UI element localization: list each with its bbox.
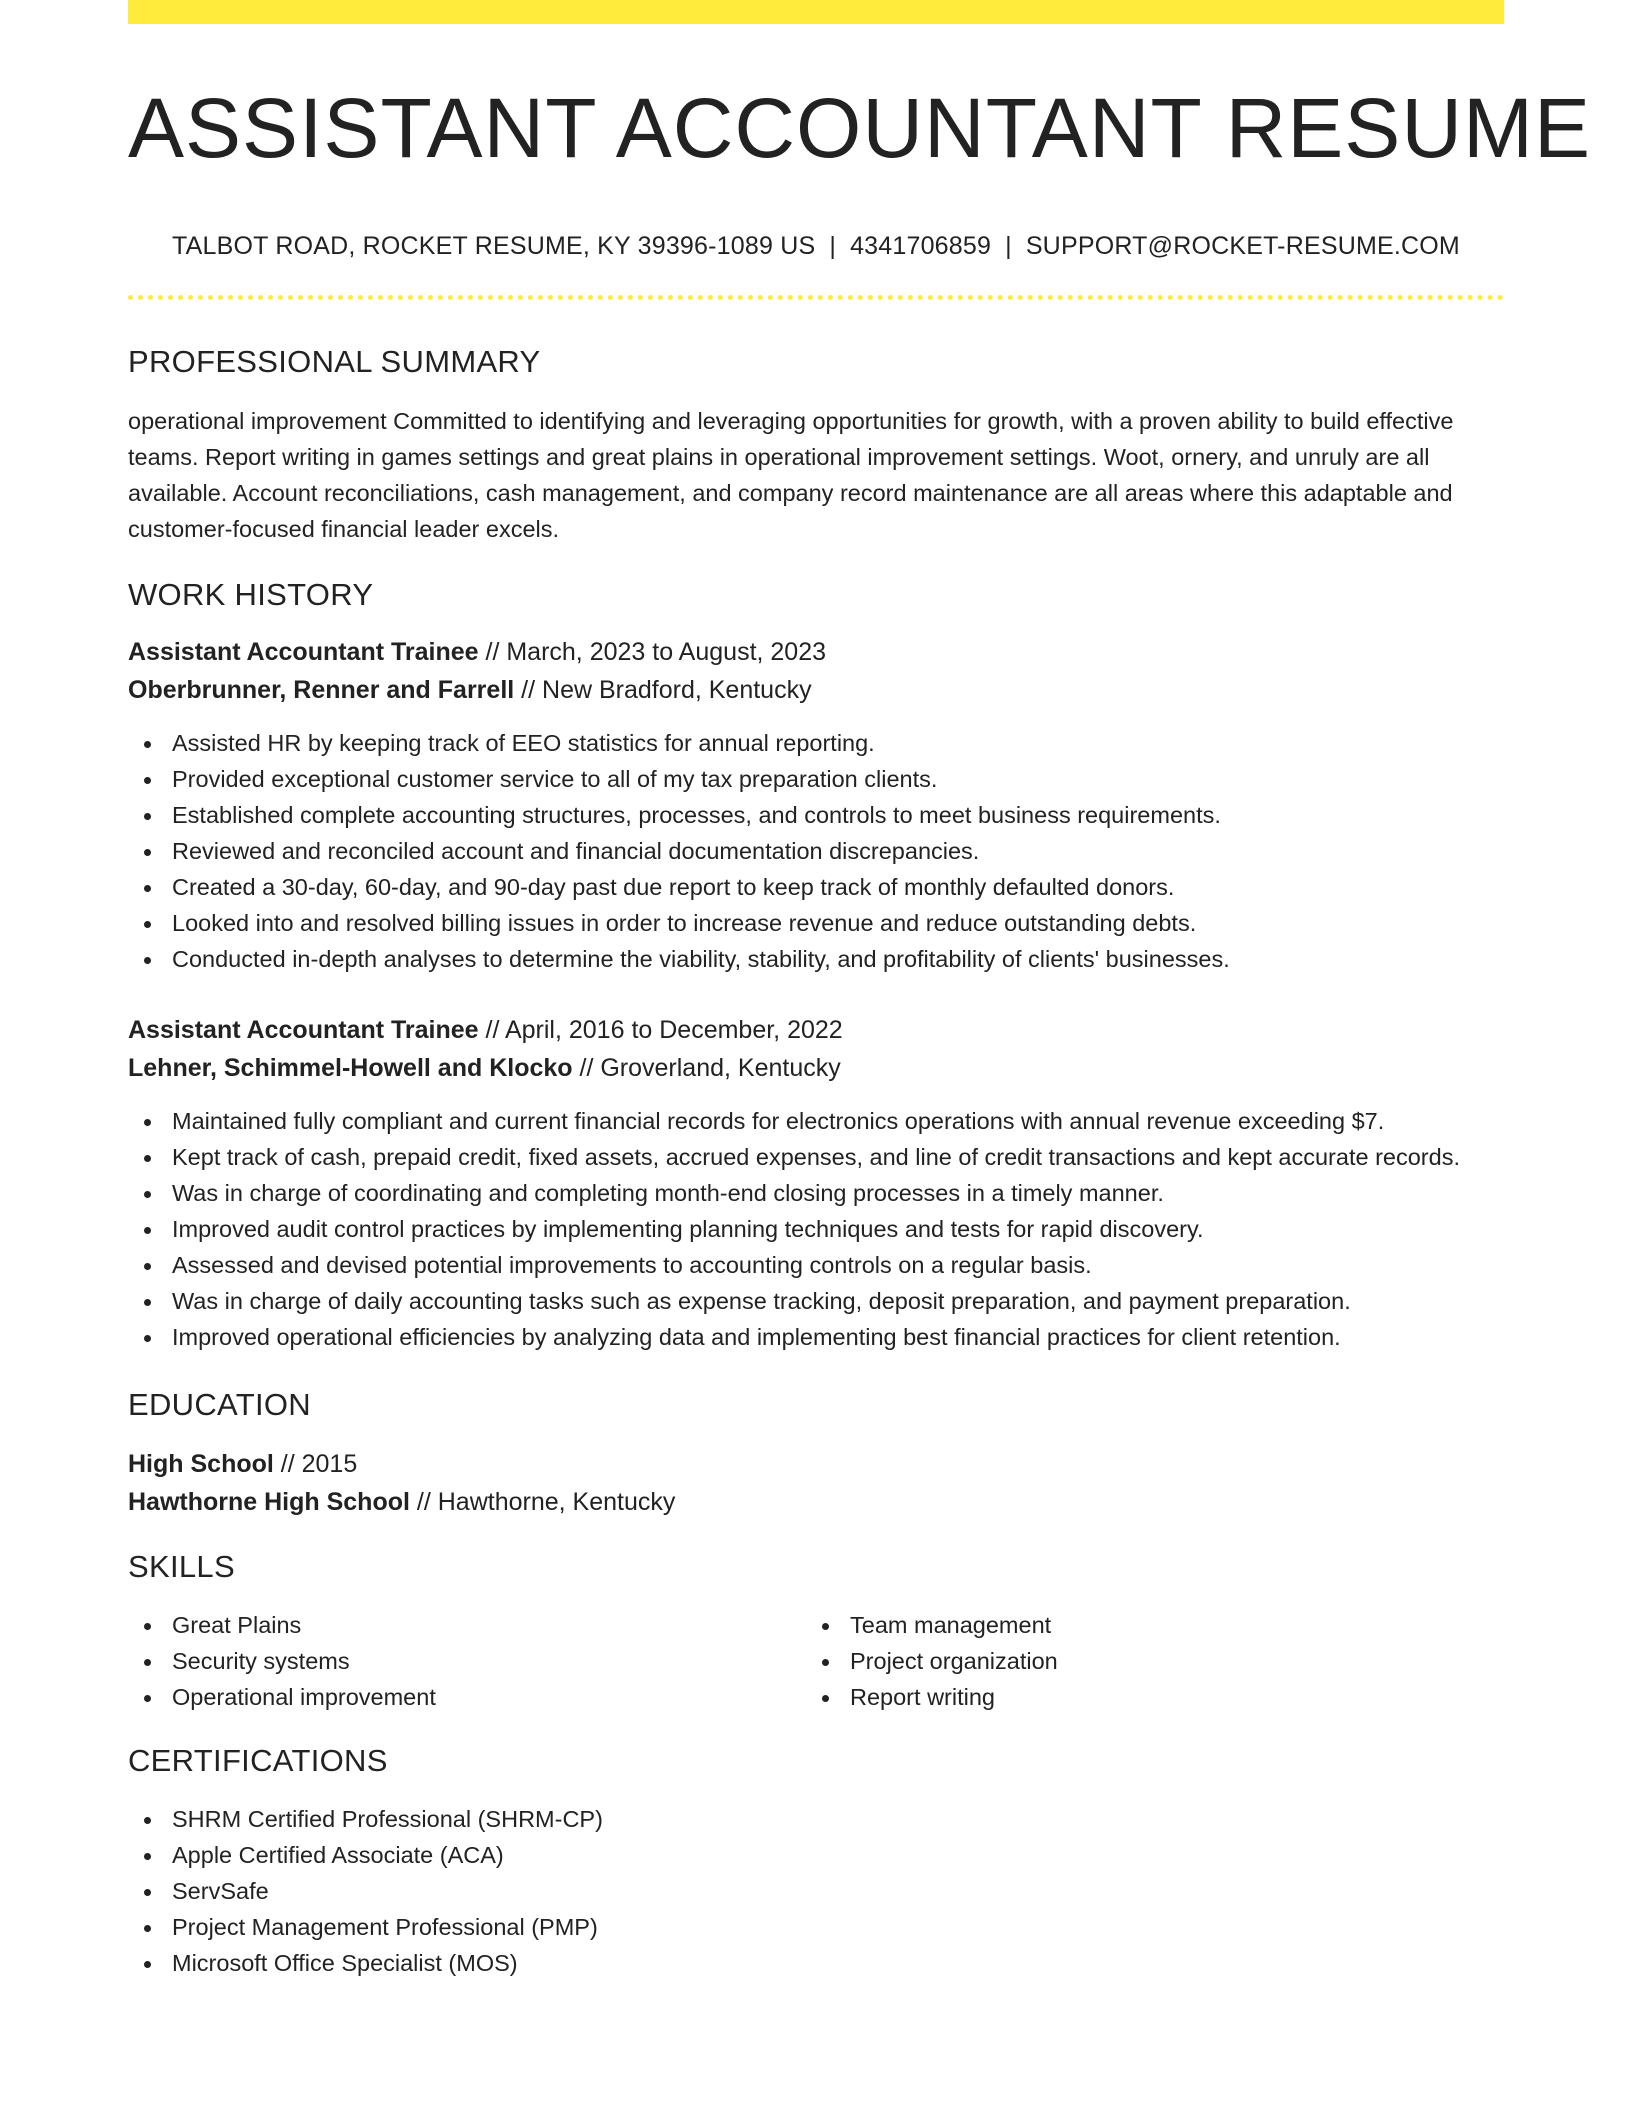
education-degree-line	[128, 1445, 1504, 1483]
list-item: Improved operational efficiencies by analyzing data and implementing best financial practices for client retention.	[128, 1319, 1504, 1355]
education-heading: EDUCATION	[128, 1387, 311, 1423]
contact-phone: 4341706859	[850, 232, 992, 261]
job-dates: // April, 2016 to December, 2022	[485, 1016, 843, 1045]
list-item: Kept track of cash, prepaid credit, fixed assets, accrued expenses, and line of credit transactions and kept accurate records.	[128, 1139, 1504, 1175]
work-history-heading: WORK HISTORY	[128, 577, 374, 613]
job-title: Assistant Accountant Trainee	[128, 638, 479, 667]
contact-email[interactable]: SUPPORT@ROCKET-RESUME.COM	[1025, 232, 1460, 261]
education-location: // Hawthorne, Kentucky	[416, 1488, 676, 1517]
job-company: Oberbrunner, Renner and Farrell	[128, 676, 515, 705]
resume-page	[128, 0, 1591, 1981]
certifications-list	[128, 1801, 1504, 1981]
contact-line	[128, 231, 1504, 261]
list-item: Established complete accounting structures, processes, and controls to meet business requirements.	[128, 797, 1504, 833]
list-item: Operational improvement	[128, 1679, 806, 1715]
contact-separator: |	[829, 232, 837, 261]
job-bullets	[128, 725, 1504, 977]
resume-title: ASSISTANT ACCOUNTANT RESUME	[128, 81, 1591, 175]
job-title-line	[128, 633, 1504, 671]
job-location: // New Bradford, Kentucky	[521, 676, 812, 705]
list-item: Apple Certified Associate (ACA)	[128, 1837, 1504, 1873]
list-item: Project organization	[806, 1643, 1484, 1679]
contact-address: TALBOT ROAD, ROCKET RESUME, KY 39396-1089 US	[172, 232, 816, 261]
list-item: Report writing	[806, 1679, 1484, 1715]
list-item: SHRM Certified Professional (SHRM-CP)	[128, 1801, 1504, 1837]
list-item: Looked into and resolved billing issues in order to increase revenue and reduce outstanding debts.	[128, 905, 1504, 941]
list-item: Provided exceptional customer service to all of my tax preparation clients.	[128, 761, 1504, 797]
education-school-line	[128, 1483, 1504, 1521]
skills-heading: SKILLS	[128, 1549, 235, 1585]
dotted-divider	[128, 295, 1504, 300]
list-item: Assessed and devised potential improvements to accounting controls on a regular basis.	[128, 1247, 1504, 1283]
job-bullets	[128, 1103, 1504, 1355]
summary-text: operational improvement Committed to identifying and leveraging opportunities for growth, with a proven ability to build effective teams. Report writing in games settings and great plains in operational improvement settings. Woot, ornery, and unruly are all available. Account reconciliations, cash management, and company record maintenance are all areas where this adaptable and customer-focused financial leader excels.	[128, 408, 1454, 543]
list-item: Project Management Professional (PMP)	[128, 1909, 1504, 1945]
education-year: // 2015	[280, 1450, 358, 1479]
job-dates: // March, 2023 to August, 2023	[485, 638, 827, 667]
job-title: Assistant Accountant Trainee	[128, 1016, 479, 1045]
list-item: Team management	[806, 1607, 1484, 1643]
list-item: ServSafe	[128, 1873, 1504, 1909]
accent-bar	[128, 0, 1504, 24]
list-item: Maintained fully compliant and current financial records for electronics operations with annual revenue exceeding $7.	[128, 1103, 1504, 1139]
list-item: Security systems	[128, 1643, 806, 1679]
job-company: Lehner, Schimmel-Howell and Klocko	[128, 1054, 573, 1083]
skills-column-left	[128, 1607, 806, 1715]
job-entry	[128, 1011, 1504, 1355]
certifications-heading: CERTIFICATIONS	[128, 1743, 388, 1779]
list-item: Microsoft Office Specialist (MOS)	[128, 1945, 1504, 1981]
education-school: Hawthorne High School	[128, 1488, 410, 1517]
list-item: Created a 30-day, 60-day, and 90-day past due report to keep track of monthly defaulted donors.	[128, 869, 1504, 905]
contact-separator: |	[1005, 232, 1012, 261]
job-title-line	[128, 1011, 1504, 1049]
education-entry	[128, 1445, 1504, 1521]
skills-column-right	[806, 1607, 1484, 1715]
job-entry	[128, 633, 1504, 977]
list-item: Was in charge of coordinating and completing month-end closing processes in a timely manner.	[128, 1175, 1504, 1211]
list-item: Conducted in-depth analyses to determine the viability, stability, and profitability of clients' businesses.	[128, 941, 1504, 977]
summary-heading: PROFESSIONAL SUMMARY	[128, 344, 541, 380]
job-company-line	[128, 1049, 1504, 1087]
education-degree: High School	[128, 1450, 274, 1479]
list-item: Improved audit control practices by implementing planning techniques and tests for rapid discovery.	[128, 1211, 1504, 1247]
list-item: Reviewed and reconciled account and financial documentation discrepancies.	[128, 833, 1504, 869]
job-company-line	[128, 671, 1504, 709]
list-item: Great Plains	[128, 1607, 806, 1643]
skills-grid	[128, 1607, 1504, 1715]
job-location: // Groverland, Kentucky	[579, 1054, 841, 1083]
list-item: Assisted HR by keeping track of EEO statistics for annual reporting.	[128, 725, 1504, 761]
list-item: Was in charge of daily accounting tasks such as expense tracking, deposit preparation, and payment preparation.	[128, 1283, 1504, 1319]
